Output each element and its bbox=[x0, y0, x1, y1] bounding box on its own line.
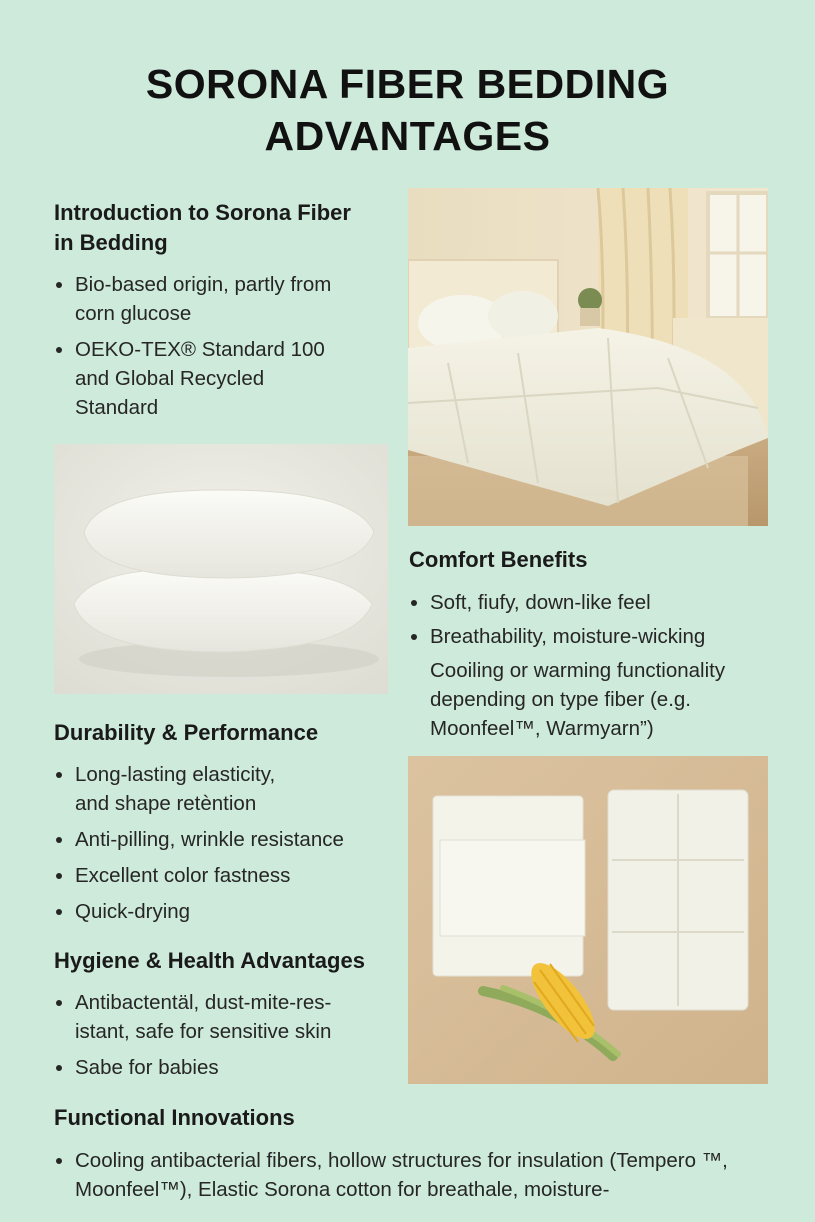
intro-heading-line-1: Introduction to Sorona Fiber bbox=[54, 200, 351, 225]
durability-item-2: Anti-pilling, wrinkle resistance bbox=[53, 825, 383, 854]
functional-item-1: Cooling antibacterial fibers, hollow structures for insulation (Tempero ™, Moonfeel™), Elastic Sorona cotton for breathale, moisture- bbox=[53, 1146, 773, 1204]
bedding-corn-image bbox=[408, 756, 768, 1084]
bedroom-image bbox=[408, 188, 768, 526]
intro-item-2: OEKO-TEX® Standard 100 and Global Recycled Standard bbox=[53, 335, 353, 422]
page-title bbox=[60, 58, 755, 162]
functional-heading: Functional Innovations bbox=[54, 1105, 295, 1130]
title-line-1: SORONA FIBER BEDDING bbox=[145, 61, 670, 107]
comfort-item-2: Breathability, moisture-wicking bbox=[408, 622, 768, 651]
functional-list bbox=[53, 1146, 773, 1211]
title-line-2: ADVANTAGES bbox=[264, 113, 551, 159]
intro-list bbox=[53, 270, 373, 429]
hygiene-list bbox=[53, 988, 373, 1089]
pillows-image bbox=[54, 444, 388, 694]
durability-item-4: Quick-drying bbox=[53, 897, 383, 926]
comfort-item-3: Cooiling or warming functionality depending on type fiber (e.g. Moonfeel™, Warmyarn”) bbox=[430, 659, 726, 740]
durability-list bbox=[53, 760, 383, 933]
durability-item-3: Excellent color fastness bbox=[53, 861, 383, 890]
hygiene-item-1: Antibactentäl, dust-mite-res-istant, safe for sensitive skin bbox=[53, 988, 363, 1046]
intro-heading-line-2: in Bedding bbox=[54, 230, 168, 255]
durability-heading: Durability & Performance bbox=[54, 720, 319, 745]
intro-heading bbox=[54, 198, 399, 258]
comfort-list bbox=[408, 588, 768, 748]
hygiene-heading: Hygiene & Health Advantages bbox=[54, 948, 365, 973]
intro-item-1: Bio-based origin, partly from corn glucose bbox=[53, 270, 373, 328]
hygiene-item-2: Sabe for babies bbox=[53, 1053, 373, 1082]
comfort-heading: Comfort Benefits bbox=[409, 547, 588, 572]
durability-item-1: Long-lasting elasticity, and shape retèntion bbox=[53, 760, 313, 818]
comfort-item-1: Soft, fiufy, down-like feel bbox=[408, 588, 768, 617]
